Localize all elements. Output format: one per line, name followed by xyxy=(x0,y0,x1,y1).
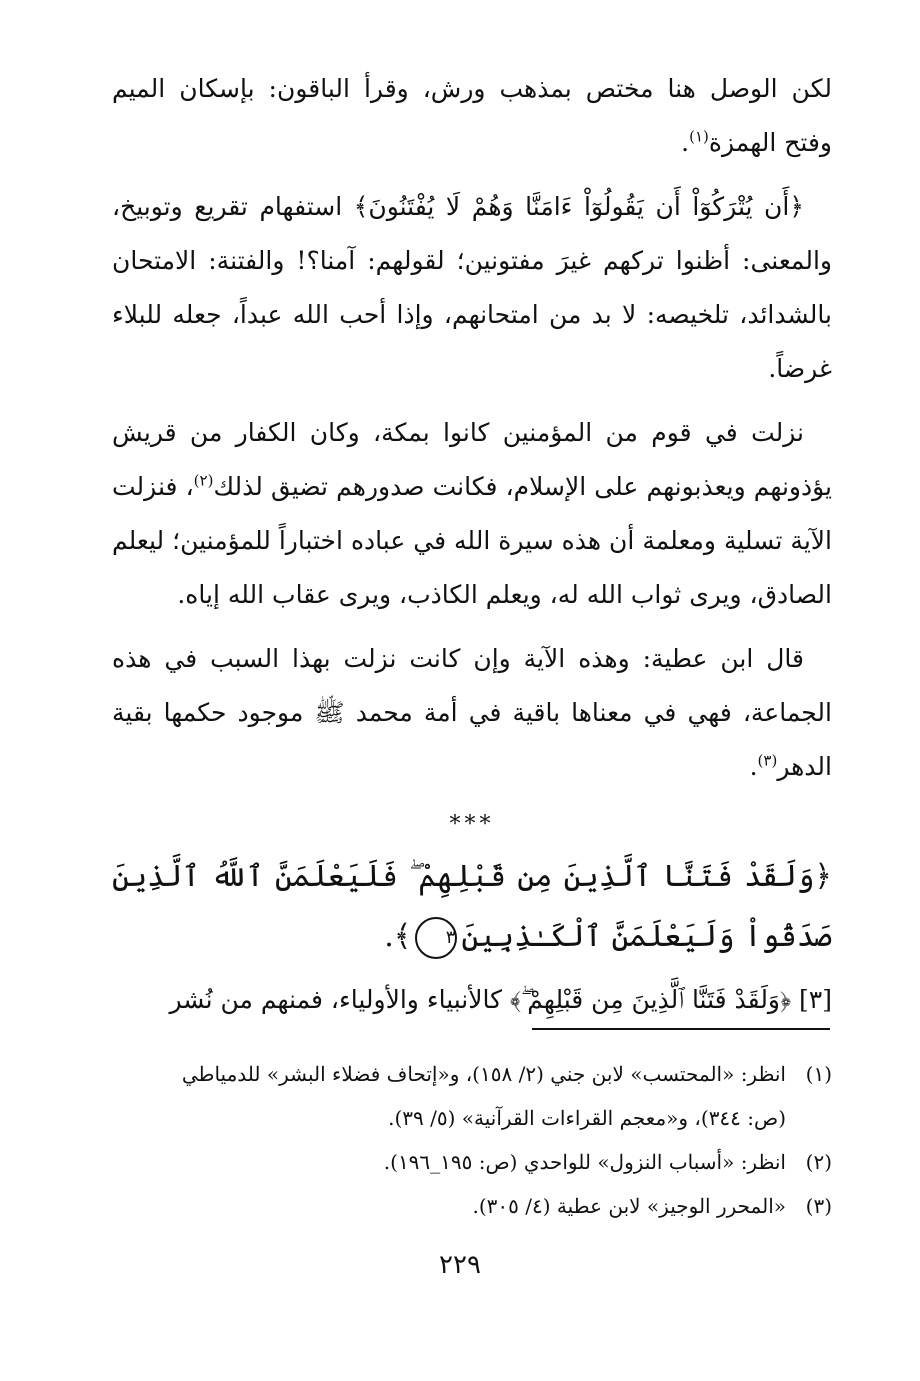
footnote-1 xyxy=(112,1052,832,1096)
footnote-text: انظر: «أسباب النزول» للواحدي (ص: ١٩٥_١٩٦). xyxy=(383,1150,786,1174)
quran-verse-block xyxy=(112,847,832,967)
footnote-number: (٣) xyxy=(805,1194,832,1218)
page-body xyxy=(112,62,832,1037)
paragraph-1-text: لكن الوصل هنا مختص بمذهب ورش، وقرأ الباقون: بإسكان الميم وفتح الهمزة xyxy=(112,74,832,157)
paragraph-2 xyxy=(112,180,832,396)
ayah-number-marker: ٣ xyxy=(415,917,457,959)
footnote-ref-2[interactable]: (٢) xyxy=(193,471,214,490)
footnote-number: (٢) xyxy=(805,1150,832,1174)
paragraph-1 xyxy=(112,62,832,170)
paragraph-3-text-b: ، فنزلت الآية تسلية ومعلمة أن هذه سيرة الله في عباده اختباراً للمؤمنين؛ ليعلم الصادق، ويرى ثواب الله له، ويعلم الكاذب، ويرى عقاب الله إياه. xyxy=(112,472,832,609)
paragraph-4 xyxy=(112,632,832,794)
footnote-3 xyxy=(112,1184,832,1228)
paragraph-3-text-a: نزلت في قوم من المؤمنين كانوا بمكة، وكان الكفار من قريش يؤذونهم ويعذبونهم على الإسلام، فكانت صدورهم تضيق لذلك xyxy=(112,418,832,501)
section-separator: *** xyxy=(449,812,495,837)
quran-verse-end: ﴾. xyxy=(384,919,412,954)
footnote-text: «المحرر الوجيز» لابن عطية (٤/ ٣٠٥). xyxy=(472,1194,786,1218)
footnote-text: انظر: «المحتسب» لابن جني (٢/ ١٥٨)، و«إتحاف فضلاء البشر» للدمياطي xyxy=(181,1062,786,1086)
footnotes xyxy=(112,1052,832,1228)
paragraph-2-verse: ﴿أَن يُتْرَكُوٓاْ أَن يَقُولُوٓاْ ءَامَنَّا وَهُمْ لَا يُفْتَنُونَ﴾ xyxy=(353,192,805,221)
footnote-1-continuation: (ص: ٣٤٤)، و«معجم القراءات القرآنية» (٥/ ٣٩). xyxy=(388,1106,786,1130)
quran-verse-text: ﴿وَلَقَدْ فَتَنَّا ٱلَّذِينَ مِن قَبْلِهِمْ ۖ فَلَيَعْلَمَنَّ ٱللَّهُ ٱلَّذِينَ صَدَقُواْ وَلَيَعْلَمَنَّ ٱلْكَـٰذِبِينَ xyxy=(112,859,832,954)
paragraph-5-text: كالأنبياء والأولياء، فمنهم من نُشر xyxy=(169,985,510,1014)
paragraph-4-end: . xyxy=(749,752,758,781)
footnote-number: (١) xyxy=(805,1062,832,1086)
paragraph-4-text: قال ابن عطية: وهذه الآية وإن كانت نزلت بهذا السبب في هذه الجماعة، فهي في معناها باقية في أمة محمد ﷺ موجود حكمها بقية الدهر xyxy=(112,644,832,781)
paragraph-5 xyxy=(112,973,832,1027)
paragraph-1-end: . xyxy=(681,128,690,157)
footnote-2 xyxy=(112,1140,832,1184)
footnote-divider xyxy=(532,1028,830,1030)
paragraph-2-text: استفهام تقريع وتوبيخ، والمعنى: أظنوا تركهم غيرَ مفتونين؛ لقولهم: آمنا؟! والفتنة: الامتحان بالشدائد، تلخيصه: لا بد من امتحانهم، وإذا أحب الله عبداً، جعله للبلاء غرضاً. xyxy=(112,192,832,383)
commentary-number: [٣] xyxy=(799,985,832,1014)
paragraph-3 xyxy=(112,406,832,622)
page-number: ٢٢٩ xyxy=(439,1250,481,1280)
footnote-ref-1[interactable]: (١) xyxy=(689,127,709,146)
paragraph-5-verse: ﴿وَلَقَدْ فَتَنَّا ٱلَّذِينَ مِن قَبْلِهِمْ ۖ﴾ xyxy=(509,985,800,1014)
footnote-ref-3[interactable]: (٣) xyxy=(757,751,778,770)
